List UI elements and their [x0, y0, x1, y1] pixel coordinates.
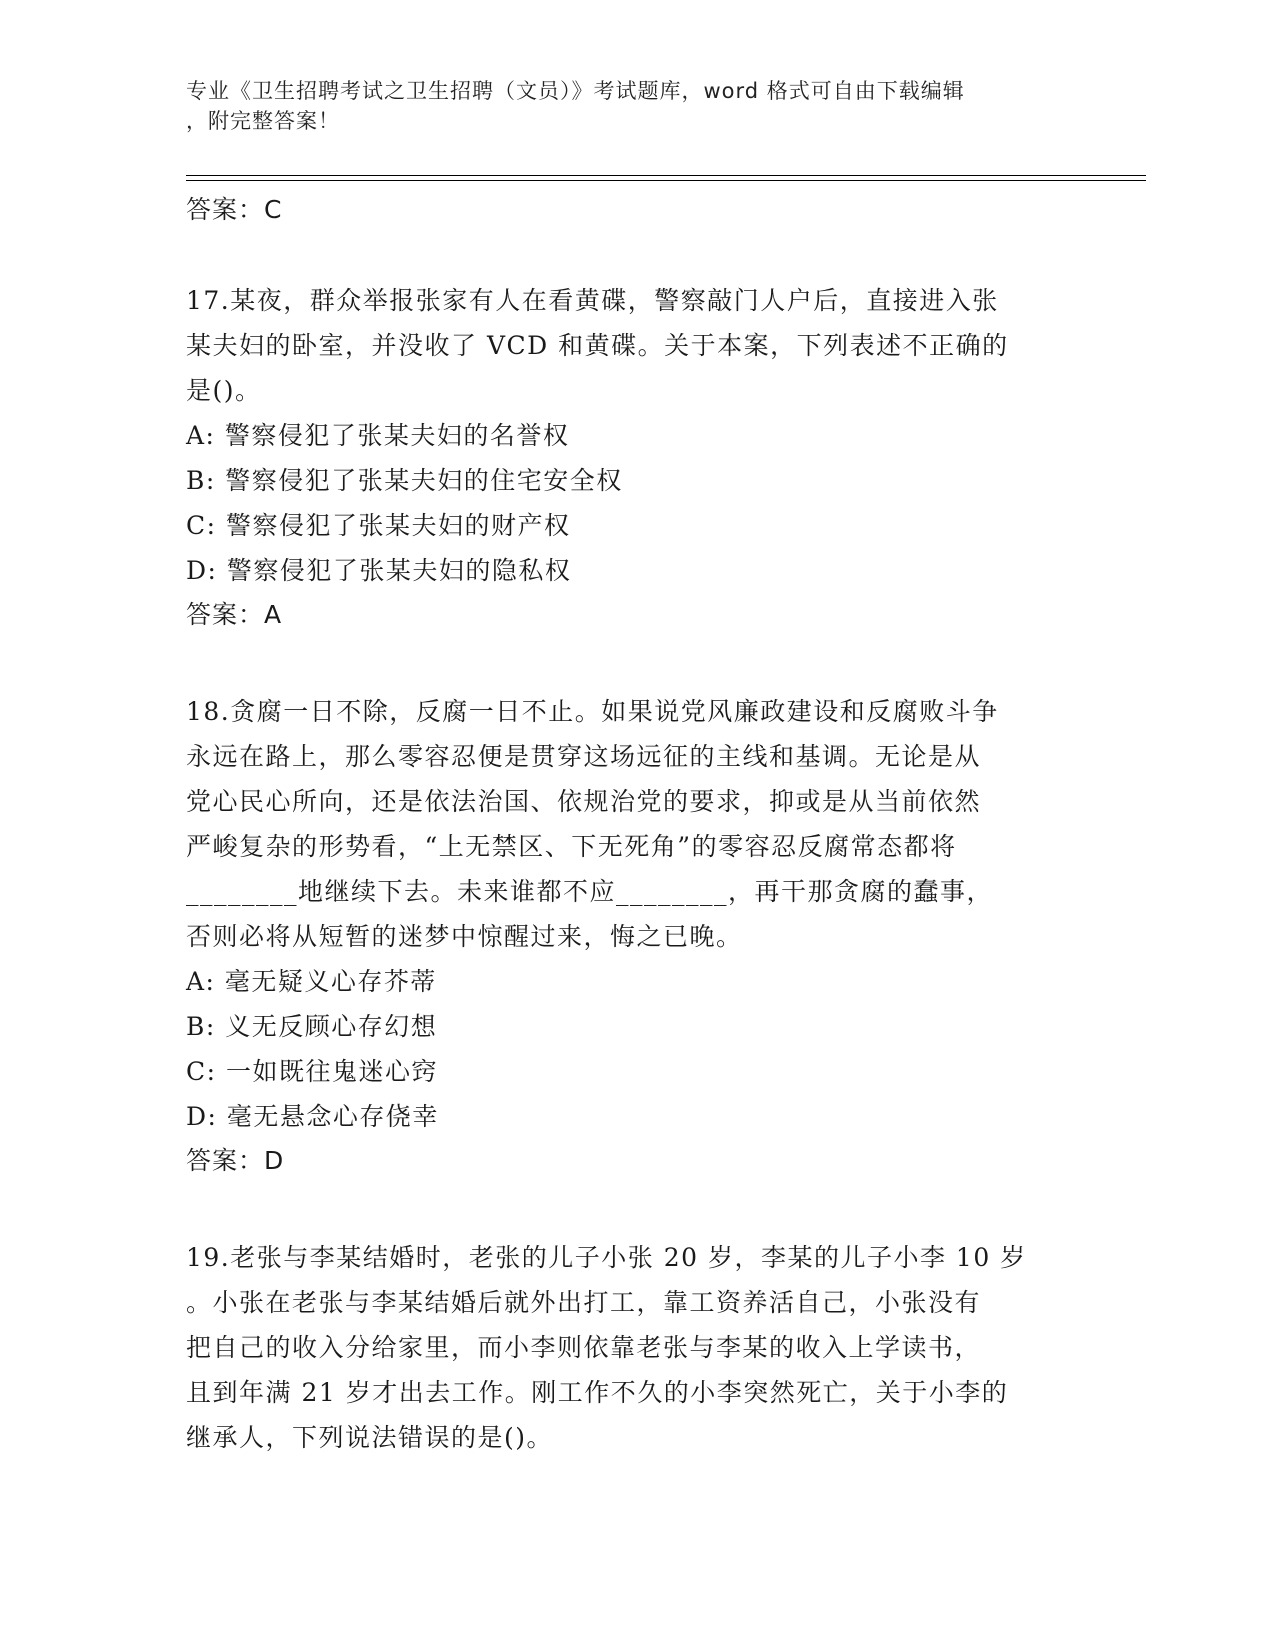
option-b: B: 义无反顾心存幻想 [186, 1012, 438, 1041]
header-line-2: ，附完整答案！ [186, 109, 340, 133]
question-text-line: 永远在路上，那么零容忍便是贯穿这场远征的主线和基调。无论是从 [186, 742, 982, 771]
question-text-line: 19.老张与李某结婚时，老张的儿子小张 20 岁，李某的儿子小李 10 岁 [186, 1243, 1027, 1272]
question-19 [186, 1235, 1086, 1460]
page-header [186, 76, 1066, 136]
spacer [186, 232, 1086, 278]
spacer [186, 637, 1086, 689]
option-a: A: 毫无疑义心存芥蒂 [186, 967, 437, 996]
question-list [186, 188, 1086, 1460]
question-text-line: 党心民心所向，还是依法治国、依规治党的要求，抑或是从当前依然 [186, 787, 982, 816]
header-divider-top [186, 175, 1146, 176]
option-d: D: 毫无悬念心存侥幸 [186, 1102, 439, 1131]
option-c: C: 一如既往鬼迷心窍 [186, 1057, 438, 1086]
spacer [186, 1183, 1086, 1235]
question-text-line: 否则必将从短暂的迷梦中惊醒过来，悔之已晚。 [186, 922, 743, 951]
question-text-line: 18.贪腐一日不除，反腐一日不止。如果说党风廉政建设和反腐败斗争 [186, 697, 999, 726]
option-b: B: 警察侵犯了张某夫妇的住宅安全权 [186, 466, 623, 495]
previous-answer: 答案：C [186, 195, 283, 224]
header-divider-bottom [186, 180, 1146, 181]
answer-17: 答案：A [186, 600, 283, 629]
question-text-line: 某夫妇的卧室，并没收了 VCD 和黄碟。关于本案，下列表述不正确的 [186, 331, 1009, 360]
question-text-line: 把自己的收入分给家里，而小李则依靠老张与李某的收入上学读书， [186, 1333, 982, 1362]
question-text-line: 严峻复杂的形势看，“上无禁区、下无死角”的零容忍反腐常态都将 [186, 832, 957, 861]
option-a: A: 警察侵犯了张某夫妇的名誉权 [186, 421, 570, 450]
question-text-line: 17.某夜，群众举报张家有人在看黄碟，警察敲门人户后，直接进入张 [186, 286, 999, 315]
option-d: D: 警察侵犯了张某夫妇的隐私权 [186, 556, 572, 585]
question-text-line: 是()。 [186, 376, 262, 405]
question-text-line: 继承人，下列说法错误的是()。 [186, 1423, 554, 1452]
question-18 [186, 689, 1086, 1183]
header-line-1: 专业《卫生招聘考试之卫生招聘（文员）》考试题库，word 格式可自由下载编辑 [186, 79, 965, 103]
question-17 [186, 278, 1086, 637]
option-c: C: 警察侵犯了张某夫妇的财产权 [186, 511, 571, 540]
answer-18: 答案：D [186, 1146, 285, 1175]
question-text-line: 且到年满 21 岁才出去工作。刚工作不久的小李突然死亡，关于小李的 [186, 1378, 1009, 1407]
question-text-line: 。小张在老张与李某结婚后就外出打工，靠工资养活自己，小张没有 [186, 1288, 982, 1317]
question-text-line: ________地继续下去。未来谁都不应________，再干那贪腐的蠢事， [186, 877, 994, 906]
